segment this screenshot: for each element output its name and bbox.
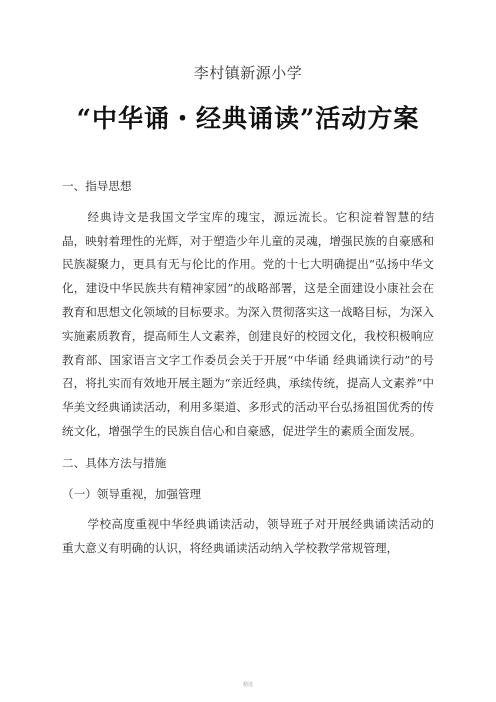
document-title: “中华诵・经典诵读”活动方案 xyxy=(76,104,420,133)
section-heading-guiding-ideology: 一、指导思想 xyxy=(62,179,132,193)
paragraph-leadership: 学校高度重视中华经典诵读活动，领导班子对开展经典诵读活动的重大意义有明确的认识，将经典诵读活动纳入学校教学常规管理， xyxy=(62,517,434,556)
section-heading-methods-measures: 二、具体方法与措施 xyxy=(62,455,167,470)
paragraph-guiding-ideology: 经典诗文是我国文学宝库的瑰宝，源远流长。它积淀着智慧的结晶，映射着理性的光辉，对于塑造少年儿童的灵魂，增强民族的自豪感和民族凝聚力，更具有无与伦比的作用。党的十七大明确提出“弘扬中华文化，建设中华民族共有精神家园”的战略部署，这是全面建设小康社会在教育和思想文化领域的目标要求。为深入贯彻落实这一战略目标，为深入实施素质教育，提高师生人文素养，创建良好的校园文化，我校积极响应教育部、国家语言文字工作委员会关于开展“中华诵 经典诵读行动”的号召，将扎实而有效地开展主题为“亲近经典，承续传统，提高人文素养”中华美文经典诵读活动，利用多渠道、多形式的活动平台弘扬祖国优秀的传统文化，增强学生的民族自信心和自豪感，促进学生的素质全面发展。 xyxy=(62,209,434,438)
page-footer: 精选 xyxy=(242,682,253,688)
document-body xyxy=(62,175,434,569)
school-name: 李村镇新源小学 xyxy=(193,64,303,82)
subsection-heading-leadership: （一）领导重视，加强管理 xyxy=(62,486,202,501)
